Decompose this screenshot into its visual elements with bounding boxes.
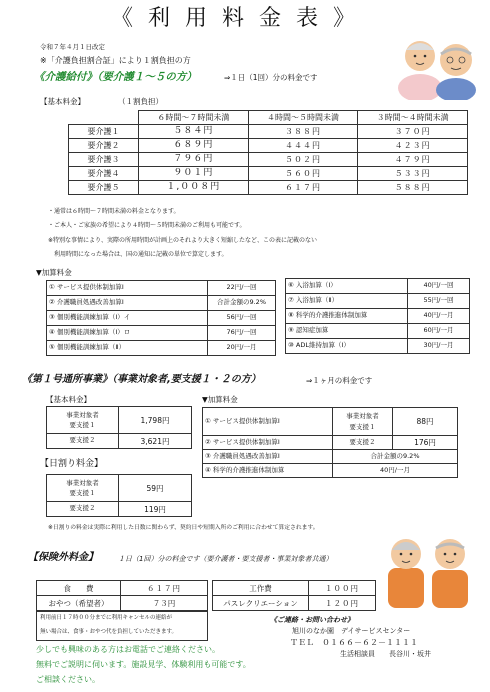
cell: ⑦ 入浴加算（Ⅱ） [286,294,408,309]
s1-daily-table [46,474,192,517]
care-section-heading: 《介護給付》（要介護１～５の方） [34,71,197,83]
revision-date: 令和７年４月１日改定 [40,43,105,51]
extra-heading: 【保険外料金】 [28,552,98,563]
addition-table-left [46,280,276,356]
care-section-per: ⇒１日（1回）分の料金です [224,73,318,82]
note-4: 利用時間になった場合は、国の通知に記載の単位で算定します。 [48,251,228,258]
s1-basic-table [46,406,192,449]
cell: ４２３円 [358,139,468,153]
s1-add-table [202,407,458,478]
th-4-5h: ４時間～５時間未満 [248,111,358,125]
cell: １２０円 [309,596,376,611]
cell: 22円/一回 [208,281,276,296]
cell: ③ 介護職員処遇改善加算Ⅰ [203,450,333,464]
cell: ３８８円 [248,125,358,139]
contact-center: 旭川のなか園 デイサービスセンター [292,627,411,635]
row-label: 要介護５ [69,181,139,195]
row-label: 要介護１ [69,125,139,139]
s1-note: ※日割りの料金は実際に利用した日数に関わらず、契約日や短期入所のご利用に合わせて算定されます。 [48,525,319,531]
cell: ６１７円 [121,581,208,596]
cell: １,００８円 [139,181,249,195]
addition-table-right [285,278,470,354]
cell: 要支援２ [47,502,119,517]
th-6-7h: ６時間～７時間未満 [139,111,249,125]
cell: ① サービス提供体制加算Ⅰ [47,281,208,296]
promo-2: 無料でご説明に伺います。施設見学、体験利用も可能です。 [36,660,251,669]
cell: ５３３円 [358,167,468,181]
cell: ５０２円 [248,153,358,167]
cell: ４７９円 [358,153,468,167]
cell: ④ 科学的介護推進体制加算 [203,464,333,478]
cell: 合計金額の9.2% [208,296,276,311]
cell: ６１７円 [248,181,358,195]
cell: ③ 個別機能訓練加算（Ⅰ）イ [47,311,208,326]
cell: パスレクリエーション [213,596,309,611]
extra-table-left [36,580,208,611]
basic-fee-label: 【基本料金】 [40,97,85,106]
contact-person: 生活相談員 長谷川・坂井 [340,650,431,658]
cell: 40円/一月 [333,464,458,478]
cell: 60円/一月 [408,324,470,339]
row-label: 要介護３ [69,153,139,167]
th-empty [69,111,139,125]
s1-add-label: ▼加算料金 [202,395,238,404]
cell: ⑧ 科学的介護推進体制加算 [286,309,408,324]
addition-label: ▼加算料金 [36,268,72,277]
cell: ① サービス提供体制加算Ⅰ [203,408,333,436]
cell: 55円/一回 [408,294,470,309]
cancel-line-2: 無い場合は、食事・おやつ代を負担していただきます。 [40,629,178,635]
cell: 76円/一回 [208,326,276,341]
cell: ７３円 [121,596,208,611]
note-3: ※特別な事情により、実際の所用時間が計画上のそれより大きく短縮したなど、この表に記載のない [48,237,318,244]
basic-fee-sub: （１割負担） [118,97,163,106]
cell: ② サービス提供体制加算Ⅰ [203,436,333,450]
cell: 59円 [119,475,192,502]
cell: 88円 [393,408,458,436]
cell: 119円 [119,502,192,517]
cell: 20円/一月 [208,341,276,356]
elderly-couple-illustration [384,18,484,100]
row-label: 要介護２ [69,139,139,153]
cell: 176円 [393,436,458,450]
cell: 40円/一回 [408,279,470,294]
contact-tel: ＴＥＬ ０１６６－６２－１１１１ [290,638,418,647]
cell: ⑤ 個別機能訓練加算（Ⅱ） [47,341,208,356]
note-1: ・通常は６時間～７時間未満の料金となります。 [48,208,180,215]
extra-table-right [212,580,376,611]
cell: ９０１円 [139,167,249,181]
cell: ⑥ 入浴加算（Ⅰ） [286,279,408,294]
extra-sub: １日（1回）分の料金です（要介護者・要支援者・事業対象者共通） [118,555,333,563]
burden-note: ※「介護負担割合証」により１割負担の方 [40,56,191,65]
cell: 40円/一月 [408,309,470,324]
th-3-4h: ３時間～４時間未満 [358,111,468,125]
cell: ④ 個別機能訓練加算（Ⅰ）ロ [47,326,208,341]
cell: 工作費 [213,581,309,596]
cell: 事業対象者 要支援１ [47,407,119,434]
cell: 56円/一回 [208,311,276,326]
cell: 要支援２ [333,436,393,450]
cell: 30円/一月 [408,339,470,354]
cell: 1,798円 [119,407,192,434]
cancel-line-1: 利用前日１７時００分までに利用キャンセルの連絡が [40,615,173,621]
cell: ６８９円 [139,139,249,153]
elderly-couple-illustration-bottom [378,520,478,612]
cell: ② 介護職員処遇改善加算Ⅰ [47,296,208,311]
cell: 3,621円 [119,434,192,449]
promo-3: ご相談ください。 [36,675,100,684]
cell: ⑨ 認知症加算 [286,324,408,339]
cell: おやつ（希望者） [37,596,121,611]
cell: ⑩ ADL維持加算（Ⅰ） [286,339,408,354]
note-2: ・ご本人・ご家族の希望により４時間～５時間未満のご利用も可能です。 [48,222,246,229]
cell: １００円 [309,581,376,596]
cell: ３７０円 [358,125,468,139]
section1-per: ⇒１ヶ月の料金です [306,376,373,385]
basic-fee-table [68,110,468,195]
s1-basic-label: 【基本料金】 [46,395,91,404]
cell: 食 費 [37,581,121,596]
page-title: 《 利 用 料 金 表 》 [111,6,359,31]
cell: ５８８円 [358,181,468,195]
cell: 事業対象者 要支援１ [47,475,119,502]
cell: 要支援２ [47,434,119,449]
cell: ５８４円 [139,125,249,139]
cell: ５６０円 [248,167,358,181]
cell: 事業対象者 要支援１ [333,408,393,436]
cell: ７９６円 [139,153,249,167]
promo-1: 少しでも興味のある方はお電話でご連絡ください。 [36,645,220,654]
cell: ４４４円 [248,139,358,153]
s1-daily-label: 【日割り料金】 [40,459,104,469]
row-label: 要介護４ [69,167,139,181]
section1-heading: 《第１号通所事業》（事業対象者,要支援１・２の方） [22,374,261,385]
contact-title: 《ご連絡・お問い合わせ》 [270,616,354,624]
cell: 合計金額の9.2% [333,450,458,464]
